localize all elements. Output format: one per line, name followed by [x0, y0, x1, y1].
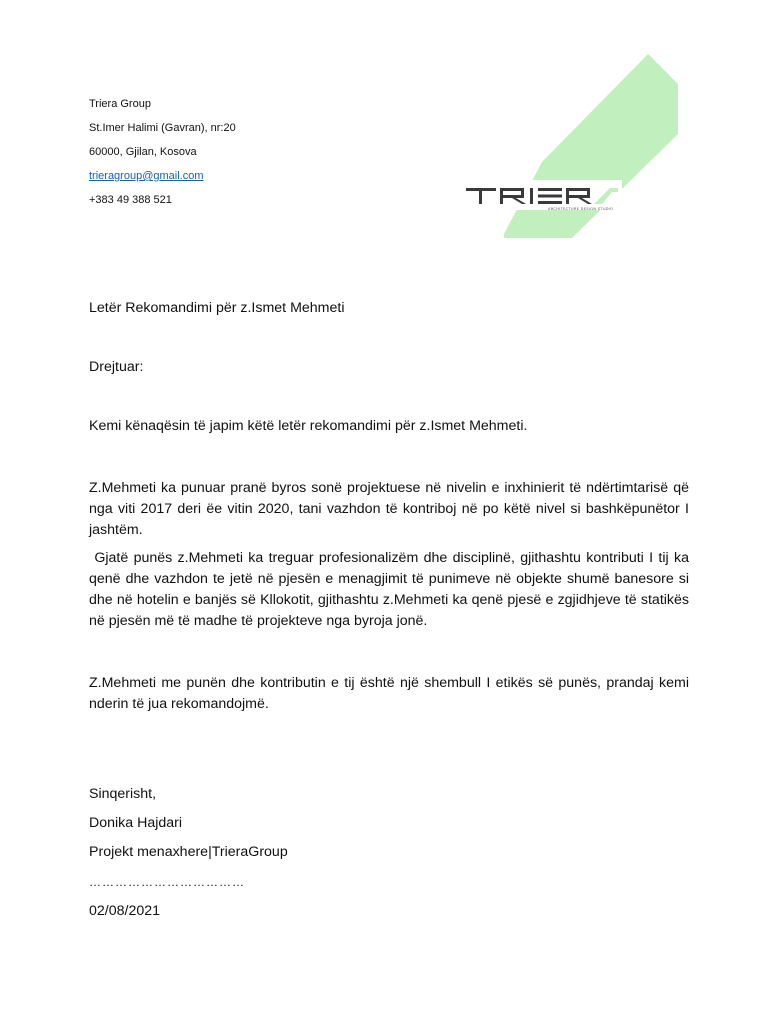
- signature-name: Donika Hajdari: [89, 815, 183, 831]
- sender-city: 60000, Gjilan, Kosova: [89, 146, 197, 158]
- letter-salutation: Drejtuar:: [89, 359, 144, 375]
- signature-line: ………………………………: [89, 875, 245, 889]
- letter-paragraph-2: Gjatë punës z.Mehmeti ka treguar profesionalizëm dhe disciplinë, gjithashtu kontributi I tij ka qenë dhe vazhdon te jetë në pjesën e menagjimit të punimeve në objekte shumë banesore si dhe në hotelin e banjës së Kllokotit, gjithashtu z.Mehmeti ka qenë pjesë e zgjidhjeve të statikës në pjesën më të madhe të projekteve nga byroja jonë.: [89, 550, 693, 629]
- sender-company: Triera Group: [89, 98, 151, 110]
- letter-paragraph-1: Z.Mehmeti ka punuar pranë byros sonë projektuese në nivelin e inxhinierit të ndërtimtarisë që nga viti 2017 deri ëe vitin 2020, tani vazhdon të kontriboj në po këtë nivel si bashkëpunëtor I jashtëm.: [89, 480, 689, 538]
- letter-intro: Kemi kënaqësin të japim këtë letër rekomandimi për z.Ismet Mehmeti.: [89, 418, 528, 434]
- sender-block: [89, 92, 236, 212]
- signature-title: Projekt menaxhere|TrieraGroup: [89, 844, 288, 860]
- signature-closing: Sinqerisht,: [89, 786, 157, 802]
- letter-paragraph-3: Z.Mehmeti me punën dhe kontributin e tij është një shembull I etikës së punës, prandaj kemi nderin të jua rekomandojmë.: [89, 675, 689, 712]
- sender-street: St.Imer Halimi (Gavran), nr:20: [89, 122, 236, 134]
- logo-tagline: ARCHITECTURE DESIGN STUDIO: [548, 207, 614, 211]
- letter-subject: Letër Rekomandimi për z.Ismet Mehmeti: [89, 300, 345, 316]
- signature-date: 02/08/2021: [89, 903, 161, 919]
- sender-phone: +383 49 388 521: [89, 194, 172, 206]
- triera-logo-graphic: [462, 52, 678, 238]
- sender-email-link[interactable]: trieragroup@gmail.com: [89, 170, 204, 182]
- triera-logo: [462, 52, 678, 238]
